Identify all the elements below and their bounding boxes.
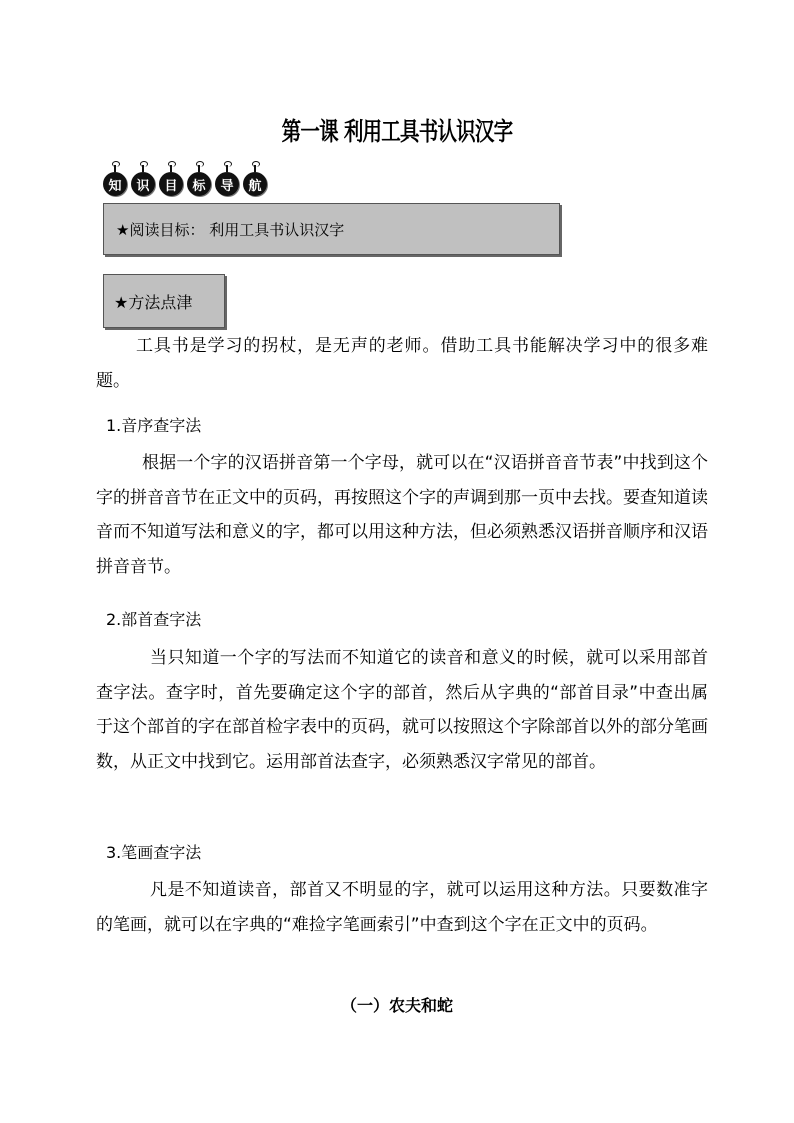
method-box: [103, 274, 225, 328]
knowledge-goal-badges: [103, 162, 273, 202]
section-heading: 3.笔画查字法: [106, 843, 202, 862]
section-heading: 2.部首查字法: [106, 610, 202, 629]
section-paragraph: 当只知道一个字的写法而不知道它的读音和意义的时候，就可以采用部首查字法。查字时，首先要确定这个字的部首，然后从字典的“部首目录”中查出属于这个部首的字在部首检字表中的页码，就可以按照这个字除部首以外的部分笔画数，从正文中找到它。运用部首法查字，必须熟悉汉字常见的部首。: [96, 648, 708, 772]
reading-goal-text: ★阅读目标： 利用工具书认识汉字: [116, 221, 345, 239]
intro-paragraph: 工具书是学习的拐杖，是无声的老师。借助工具书能解决学习中的很多难题。: [96, 336, 708, 391]
method-box-label: ★方法点津: [114, 293, 193, 312]
page-title: 第一课 利用工具书认识汉字: [281, 117, 513, 146]
section-paragraph: 根据一个字的汉语拼音第一个字母，就可以在“汉语拼音音节表”中找到这个字的拼音音节在正文中的页码，再按照这个字的声调到那一页中去找。要查知道读音而不知道写法和意义的字，都可以用这种方法，但必须熟悉汉语拼音顺序和汉语拼音音节。: [96, 453, 708, 577]
badge-char: 标: [187, 172, 211, 196]
badge-char: 识: [131, 172, 155, 196]
reading-goal-box: [103, 203, 560, 255]
badge-char: 目: [159, 172, 183, 196]
badge-char: 知: [103, 172, 127, 196]
badge-char: 航: [243, 172, 267, 196]
section-paragraph: 凡是不知道读音，部首又不明显的字，就可以运用这种方法。只要数准字的笔画，就可以在字典的“难捡字笔画索引”中查到这个字在正文中的页码。: [96, 880, 708, 935]
badge-char: 导: [215, 172, 239, 196]
story-subtitle: （一）农夫和蛇: [340, 996, 453, 1015]
section-heading: 1.音序查字法: [106, 416, 202, 435]
